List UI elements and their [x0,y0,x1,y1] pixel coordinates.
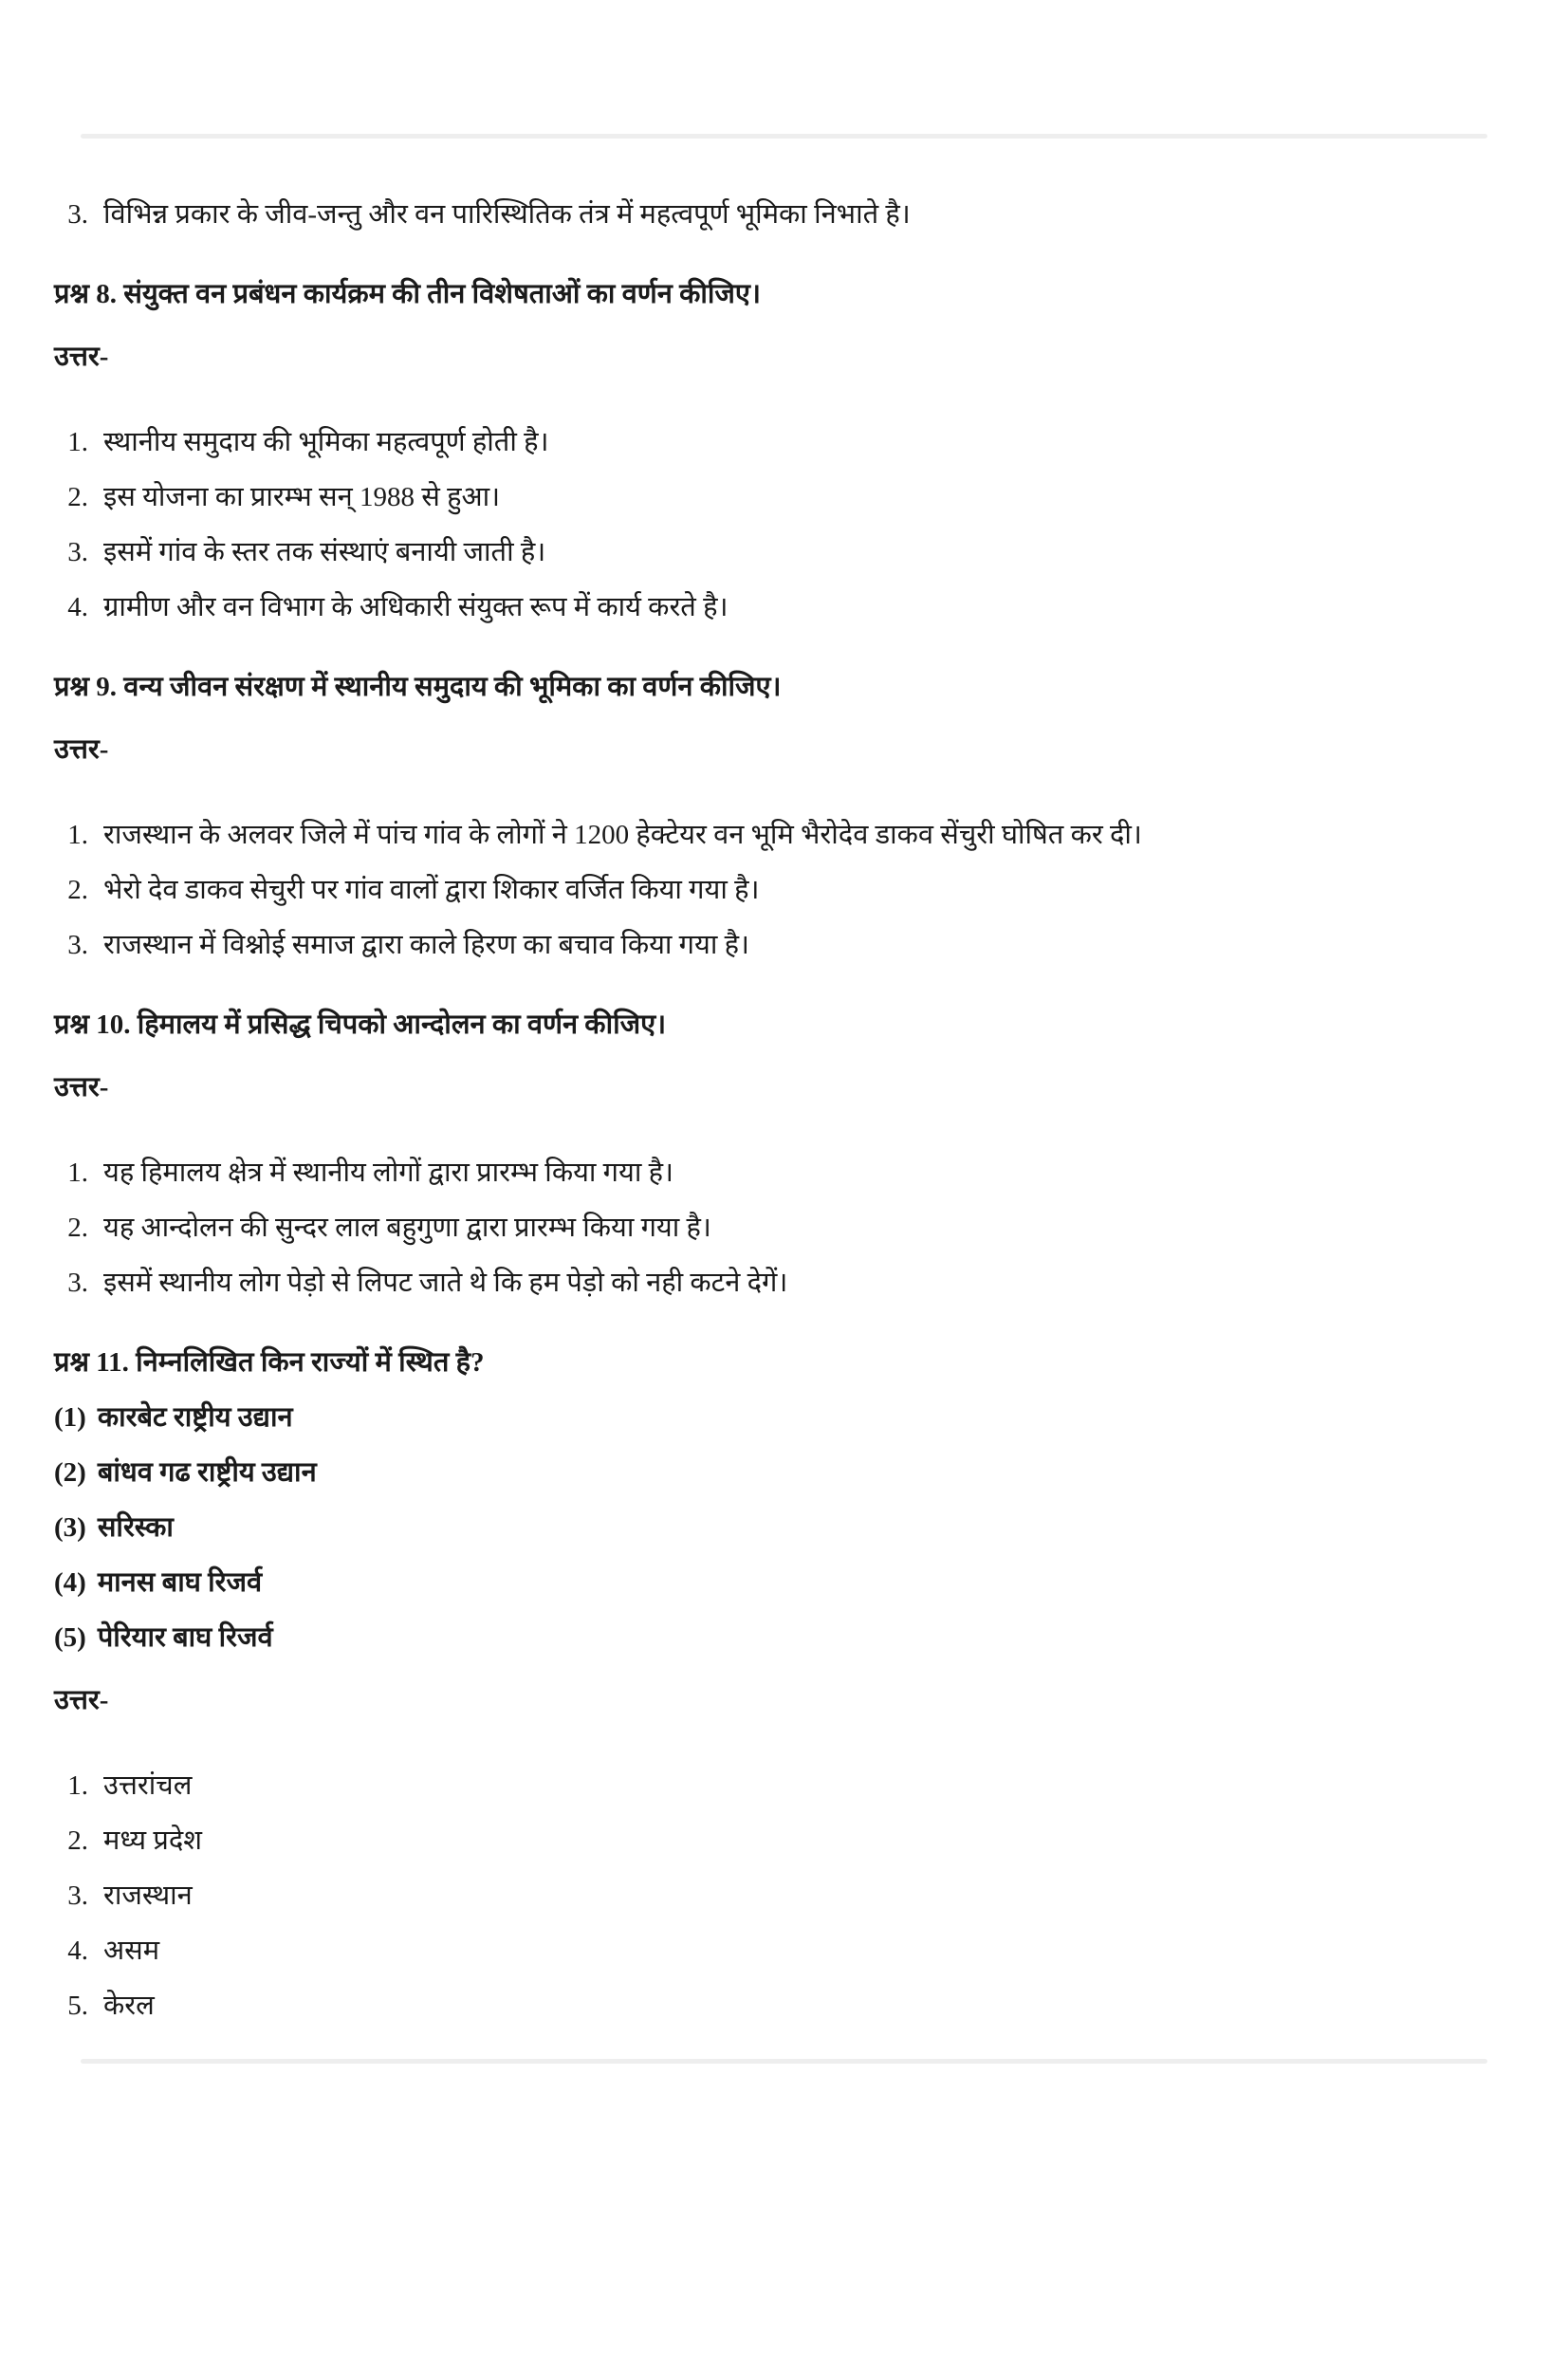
option-number: (4) [54,1567,86,1598]
list-item [54,1767,1502,1805]
question-11-heading: प्रश्न 11. निम्नलिखित किन राज्यों में स्थित है? [54,1347,485,1378]
option-text: पेरियार बाघ रिजर्व [97,1622,273,1653]
list-item-text: इसमें स्थानीय लोग पेड़ो से लिपट जाते थे कि हम पेड़ो को नही कटने देगें। [103,1268,788,1298]
question-8-heading: प्रश्न 8. संयुक्त वन प्रबंधन कार्यक्रम की तीन विशेषताओं का वर्णन कीजिए। [54,279,761,309]
question-8-answer-list [54,423,1502,626]
question-8-answer-label: उत्तर- [54,342,109,372]
list-item-number: 1. [67,1158,88,1188]
question-9-answer-list [54,816,1502,964]
list-item-number: 2. [67,1825,88,1856]
list-item [54,871,1502,909]
list-item-number: 3. [67,199,88,230]
list-item [54,478,1502,516]
list-item-text: यह आन्दोलन की सुन्दर लाल बहुगुणा द्वारा प्रारम्भ किया गया है। [103,1213,711,1243]
question-11-answer-label: उत्तर- [54,1685,109,1715]
list-item [54,1154,1502,1192]
question-10-answer-label: उत्तर- [54,1072,109,1102]
option-number: (5) [54,1622,86,1653]
list-item [54,1264,1502,1302]
list-item-text: इसमें गांव के स्तर तक संस्थाएं बनायी जाती है। [103,537,546,567]
option-number: (2) [54,1457,86,1488]
list-item-text: राजस्थान [103,1881,193,1911]
list-item-number: 2. [67,875,88,905]
list-item-text: केरल [103,1991,155,2021]
list-item-number: 4. [67,1936,88,1966]
list-item [54,1877,1502,1915]
option-text: बांधव गढ राष्ट्रीय उद्यान [97,1457,317,1488]
top-divider [81,134,1487,139]
list-item [54,1822,1502,1860]
list-item-number: 3. [67,1268,88,1298]
intro-list-item [54,195,1502,233]
question-11-option [54,1619,1502,1657]
list-item-number: 4. [67,592,88,622]
list-item-text: राजस्थान के अलवर जिले में पांच गांव के लोगों ने 1200 हेक्टेयर वन भूमि भैरोदेव डाकव सेंचुरी घोषित कर दी। [103,820,1142,850]
list-item [54,1209,1502,1247]
question-9-answer-label: उत्तर- [54,734,109,765]
list-item [54,926,1502,964]
list-item-text: स्थानीय समुदाय की भूमिका महत्वपूर्ण होती है। [103,427,549,457]
question-9-heading: प्रश्न 9. वन्य जीवन संरक्षण में स्थानीय समुदाय की भूमिका का वर्णन कीजिए। [54,672,782,702]
question-11-option [54,1509,1502,1547]
intro-list [54,195,1502,233]
list-item-text: राजस्थान में विश्नोई समाज द्वारा काले हिरण का बचाव किया गया है। [103,930,749,960]
question-10-heading: प्रश्न 10. हिमालय में प्रसिद्ध चिपको आन्दोलन का वर्णन कीजिए। [54,1010,667,1040]
option-text: सरिस्का [97,1512,174,1543]
option-number: (1) [54,1402,86,1433]
option-text: कारबेट राष्ट्रीय उद्यान [97,1402,293,1433]
list-item [54,533,1502,571]
question-11-option [54,1564,1502,1602]
list-item-number: 5. [67,1991,88,2021]
option-text: मानस बाघ रिजर्व [97,1567,263,1598]
list-item [54,423,1502,461]
list-item [54,816,1502,854]
list-item-number: 1. [67,820,88,850]
list-item [54,1987,1502,2025]
list-item-number: 1. [67,427,88,457]
list-item-text: विभिन्न प्रकार के जीव-जन्तु और वन पारिस्थितिक तंत्र में महत्वपूर्ण भूमिका निभाते है। [103,199,911,230]
document-page [0,134,1568,2064]
list-item-number: 3. [67,930,88,960]
document-content [0,195,1568,2025]
list-item [54,588,1502,626]
question-11-option [54,1399,1502,1436]
list-item-text: ग्रामीण और वन विभाग के अधिकारी संयुक्त रूप में कार्य करते है। [103,592,729,622]
list-item [54,1932,1502,1970]
bottom-divider [81,2059,1487,2064]
list-item-text: असम [103,1936,160,1966]
option-number: (3) [54,1512,86,1543]
list-item-text: मध्य प्रदेश [103,1825,202,1856]
list-item-text: भेरो देव डाकव सेचुरी पर गांव वालों द्वारा शिकार वर्जित किया गया है। [103,875,760,905]
list-item-text: इस योजना का प्रारम्भ सन् 1988 से हुआ। [103,482,501,512]
list-item-number: 2. [67,482,88,512]
question-10-answer-list [54,1154,1502,1302]
list-item-number: 3. [67,1881,88,1911]
question-11-option [54,1454,1502,1491]
list-item-text: उत्तरांचल [103,1770,193,1801]
list-item-number: 1. [67,1770,88,1801]
list-item-number: 3. [67,537,88,567]
list-item-text: यह हिमालय क्षेत्र में स्थानीय लोगों द्वारा प्रारम्भ किया गया है। [103,1158,673,1188]
list-item-number: 2. [67,1213,88,1243]
question-11-answer-list [54,1767,1502,2025]
